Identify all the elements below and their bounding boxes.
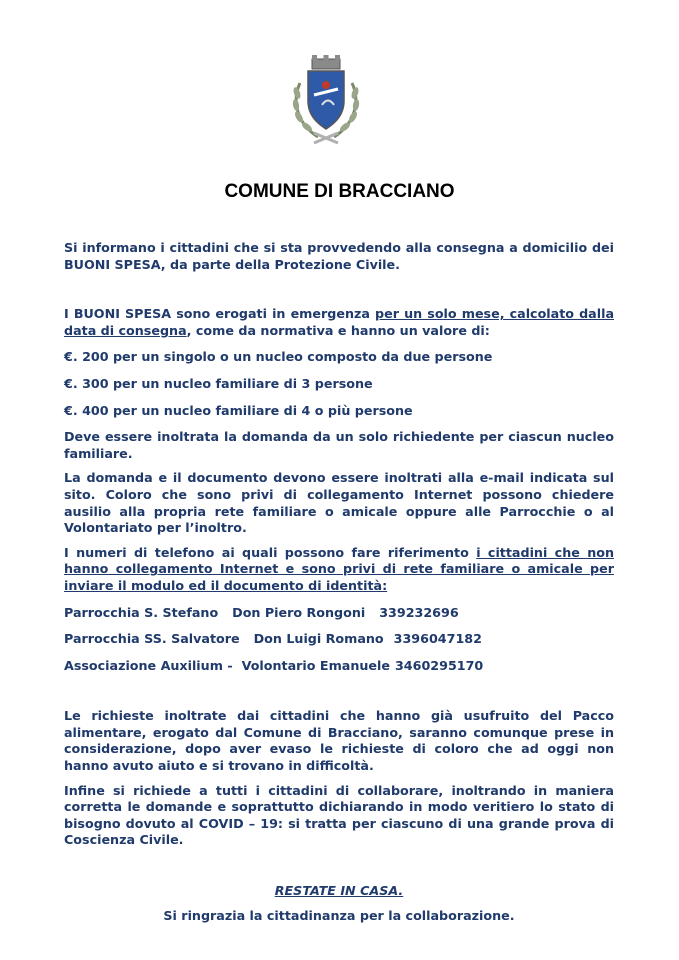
- contact-org: Parrocchia SS. Salvatore: [64, 631, 240, 647]
- contact-org: Parrocchia S. Stefano: [64, 604, 219, 620]
- amount-200: €. 200 per un singolo o un nucleo composto da due persone: [64, 349, 493, 365]
- document-body: [64, 240, 614, 924]
- domanda-paragraph: Deve essere inoltrata la domanda da un solo richiedente per ciascun nucleo familiare.: [64, 429, 614, 461]
- infine-paragraph: Infine si richiede a tutti i cittadini di collaborare, inoltrando in maniera corretta le domande e soprattutto dichiarando in modo veritiero lo stato di bisogno dovuto al COVID – 19: si tratta per ciascuno di una grande prova di Coscienza Civile.: [64, 782, 614, 848]
- thanks-line: Si ringrazia la cittadinanza per la collaborazione.: [163, 907, 515, 923]
- buoni-lead: I BUONI SPESA sono erogati in emergenza: [64, 306, 376, 322]
- buoni-paragraph: [64, 306, 614, 339]
- contact-row: [64, 605, 614, 622]
- intro-paragraph: Si informano i cittadini che si sta provvedendo alla consegna a domicilio dei BUONI SPESA, da parte della Protezione Civile.: [64, 240, 614, 272]
- contact-person: Volontario Emanuele: [241, 657, 390, 673]
- buoni-underlined: per un solo mese, calcolato dalla data di consegna: [64, 306, 615, 338]
- contact-phone: 339232696: [379, 604, 459, 620]
- richieste-paragraph: Le richieste inoltrate dai cittadini che hanno già usufruito del Pacco alimentare, erogato dal Comune di Bracciano, saranno comunque prese in considerazione, dopo aver evaso le richieste di coloro che ad oggi non hanno avuto aiuto e si trovano in difficoltà.: [64, 708, 614, 774]
- contact-person: Don Piero Rongoni: [232, 604, 366, 620]
- email-paragraph: La domanda e il documento devono essere inoltrati alla e-mail indicata sul sito. Coloro che sono privi di collegamento Internet possono chiedere ausilio alla propria rete familiare o amicale oppure alle Parrocchie o al Volontariato per l’inoltro.: [64, 470, 614, 536]
- contact-phone: 3396047182: [393, 631, 482, 647]
- contact-row: [64, 631, 614, 648]
- contact-person: Don Luigi Romano: [253, 631, 384, 647]
- page-title: COMUNE DI BRACCIANO: [224, 181, 455, 202]
- amount-300: €. 300 per un nucleo familiare di 3 persone: [64, 375, 373, 391]
- numeri-paragraph: [64, 545, 614, 595]
- contact-phone: 3460295170: [394, 657, 484, 673]
- restate-in-casa: RESTATE IN CASA.: [274, 883, 404, 899]
- municipal-crest-icon: [288, 55, 364, 147]
- buoni-tail: , come da normativa e hanno un valore di:: [186, 322, 490, 338]
- contact-row: [64, 658, 614, 675]
- numeri-underlined: i cittadini che non hanno collegamento Internet e sono privi di rete familiare o amicale per inviare il modulo ed il documento di identità:: [64, 544, 614, 593]
- amount-400: €. 400 per un nucleo familiare di 4 o più persone: [64, 402, 413, 418]
- numeri-lead: I numeri di telefono ai quali possono fare riferimento: [64, 544, 477, 560]
- contact-org: Associazione Auxilium -: [64, 657, 233, 673]
